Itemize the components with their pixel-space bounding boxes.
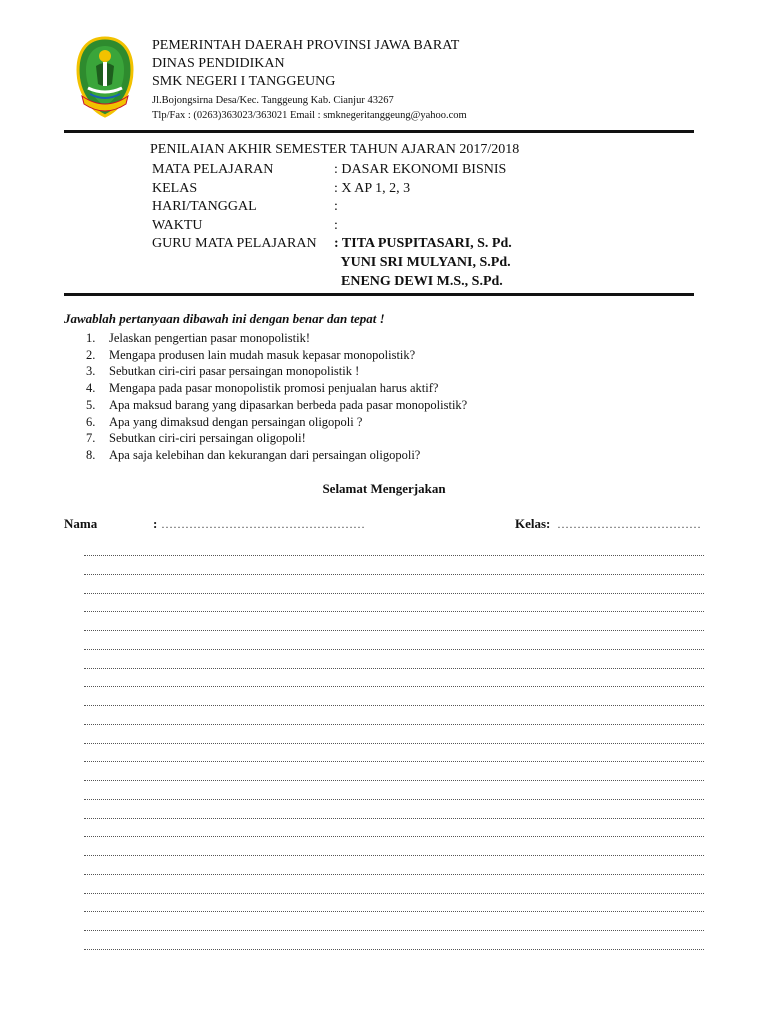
question-item	[86, 397, 467, 414]
instruction-text: Jawablah pertanyaan dibawah ini dengan benar dan tepat !	[64, 311, 385, 326]
answer-line[interactable]	[84, 743, 704, 762]
question-item	[86, 330, 467, 347]
answer-line[interactable]	[84, 705, 704, 724]
question-number: 5.	[86, 397, 96, 412]
exam-info-value: : DASAR EKONOMI BISNIS	[334, 162, 507, 177]
exam-info-value: :	[334, 217, 338, 233]
class-label: Kelas:	[515, 516, 551, 531]
name-field[interactable]: ……………………………………………	[161, 517, 365, 531]
answer-line[interactable]	[84, 574, 704, 593]
question-item	[86, 447, 467, 464]
exam-info-key: KELAS	[152, 180, 198, 196]
exam-info-value: : TITA PUSPITASARI, S. Pd.	[334, 236, 512, 252]
exam-info-key: HARI/TANGGAL	[152, 199, 257, 215]
question-number: 1.	[86, 331, 96, 345]
question-text: Jelaskan pengertian pasar monopolistik!	[109, 331, 310, 345]
exam-info-key: WAKTU	[152, 217, 203, 233]
answer-line[interactable]	[84, 911, 704, 930]
exam-info-value: YUNI SRI MULYANI, S.Pd.	[334, 254, 511, 270]
class-field[interactable]: ………………………………	[557, 517, 701, 531]
answer-line[interactable]	[84, 949, 704, 968]
question-number: 4.	[86, 381, 96, 396]
question-number: 8.	[86, 447, 96, 462]
answer-line[interactable]	[84, 649, 704, 668]
answer-line[interactable]	[84, 724, 704, 743]
exam-info-value: ENENG DEWI M.S., S.Pd.	[334, 273, 503, 289]
exam-title: PENILAIAN AKHIR SEMESTER TAHUN AJARAN 2017/2018	[150, 142, 520, 157]
exam-info-row	[152, 235, 512, 254]
answer-line[interactable]	[84, 836, 704, 855]
answer-line[interactable]	[84, 668, 704, 687]
exam-info-row	[152, 254, 512, 273]
answer-line[interactable]	[84, 593, 704, 612]
closing-text: Selamat Mengerjakan	[322, 481, 446, 496]
answer-line[interactable]	[84, 686, 704, 705]
school-contact: Tlp/Fax : (0263)363023/363021 Email : smknegeritanggeung@yahoo.com	[152, 110, 467, 121]
exam-info-row	[152, 217, 512, 236]
question-number: 6.	[86, 414, 96, 429]
answer-line[interactable]	[84, 630, 704, 649]
name-separator: :	[153, 516, 158, 531]
exam-info-row	[152, 161, 512, 180]
question-text: Apa maksud barang yang dipasarkan berbeda pada pasar monopolistik?	[109, 397, 468, 412]
exam-info-value: :	[334, 199, 338, 215]
question-item	[86, 363, 467, 380]
exam-info-table	[152, 161, 512, 291]
answer-line[interactable]	[84, 555, 704, 574]
exam-info-key: GURU MATA PELAJARAN	[152, 236, 317, 252]
exam-info-key: MATA PELAJARAN	[152, 162, 274, 177]
school-address: Jl.Bojongsirna Desa/Kec. Tanggeung Kab. Cianjur 43267	[152, 95, 394, 106]
question-item	[86, 414, 467, 431]
question-item	[86, 430, 467, 447]
question-item	[86, 380, 467, 397]
provincial-logo	[76, 36, 134, 118]
exam-info-key	[152, 254, 334, 273]
answer-line[interactable]	[84, 874, 704, 893]
question-number: 3.	[86, 364, 96, 379]
answer-line[interactable]	[84, 780, 704, 799]
school-name: SMK NEGERI I TANGGEUNG	[152, 74, 336, 89]
exam-info-row	[152, 273, 512, 292]
name-label: Nama	[64, 516, 98, 531]
letterhead	[152, 37, 459, 91]
government-name: PEMERINTAH DAERAH PROVINSI JAWA BARAT	[152, 38, 460, 53]
question-text: Mengapa produsen lain mudah masuk kepasar monopolistik?	[109, 347, 416, 362]
question-text: Sebutkan ciri-ciri persaingan oligopoli!	[109, 431, 306, 446]
answer-lines	[84, 555, 704, 968]
question-list	[86, 330, 467, 464]
question-text: Apa yang dimaksud dengan persaingan oligopoli ?	[109, 414, 363, 429]
exam-info-row	[152, 180, 512, 199]
answer-line[interactable]	[84, 855, 704, 874]
exam-info-row	[152, 198, 512, 217]
answer-line[interactable]	[84, 893, 704, 912]
question-number: 7.	[86, 431, 96, 446]
question-item	[86, 347, 467, 364]
department-name: DINAS PENDIDIKAN	[152, 56, 285, 71]
answer-line[interactable]	[84, 611, 704, 630]
exam-info-key	[152, 273, 334, 292]
question-number: 2.	[86, 347, 96, 362]
info-divider	[64, 293, 694, 296]
answer-line[interactable]	[84, 930, 704, 949]
answer-line[interactable]	[84, 818, 704, 837]
question-text: Apa saja kelebihan dan kekurangan dari persaingan oligopoli?	[109, 447, 421, 462]
question-text: Mengapa pada pasar monopolistik promosi penjualan harus aktif?	[109, 381, 439, 396]
answer-line[interactable]	[84, 799, 704, 818]
answer-line[interactable]	[84, 761, 704, 780]
question-text: Sebutkan ciri-ciri pasar persaingan monopolistik !	[109, 364, 360, 379]
header-divider	[64, 130, 694, 133]
exam-info-value: : X AP 1, 2, 3	[334, 180, 411, 196]
letterhead-contact	[152, 93, 467, 123]
